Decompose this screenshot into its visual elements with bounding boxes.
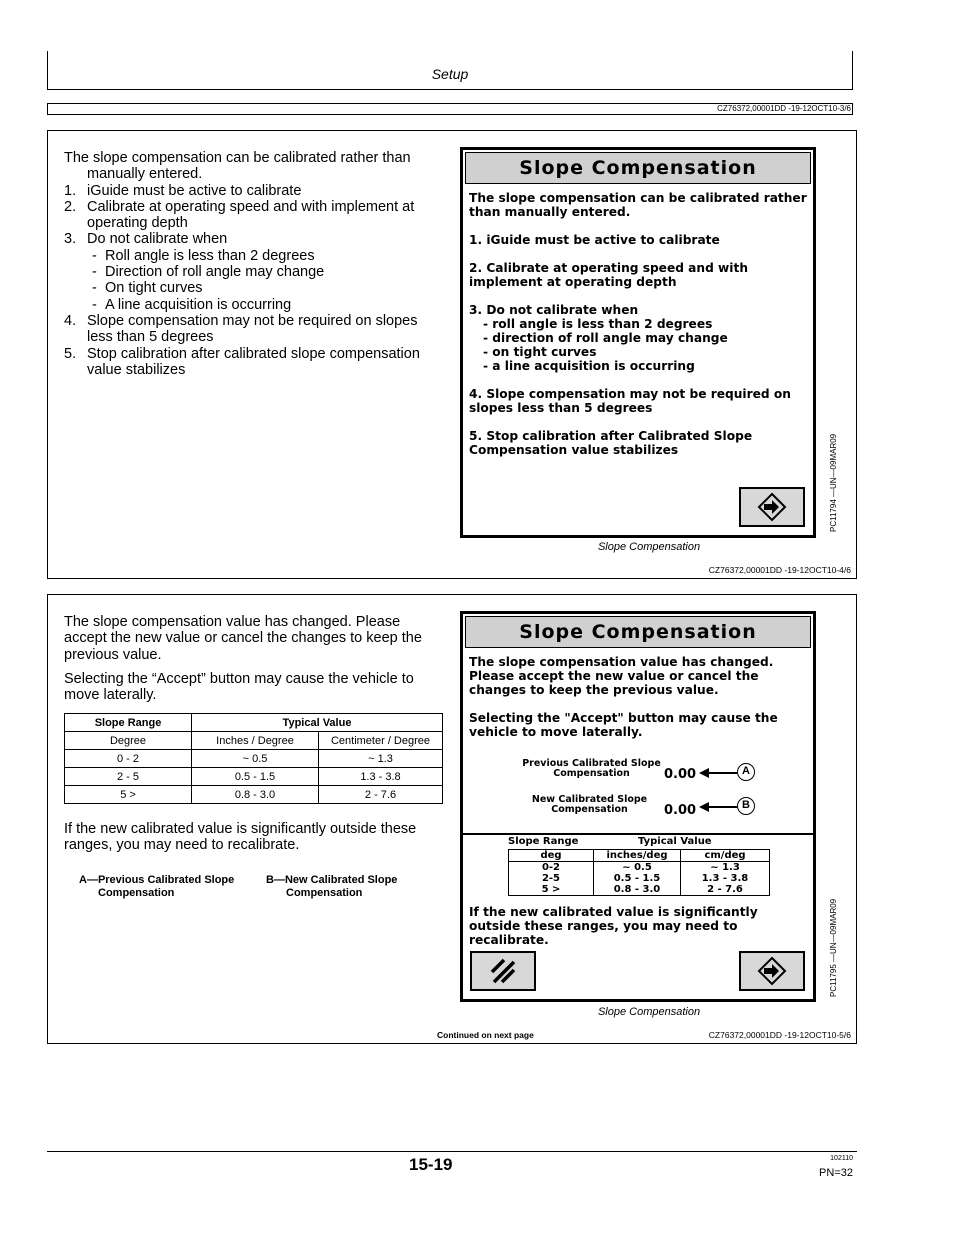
section2-text	[64, 614, 439, 711]
substeps-list	[87, 248, 436, 313]
substep-item: - Roll angle is less than 2 degrees	[92, 247, 315, 264]
table-row: Slope Range Typical Value	[65, 714, 443, 732]
ref-1: CZ76372,00001DD -19-12OCT10-4/6	[708, 565, 851, 575]
screen-text: The slope compensation value has changed. Please accept the new value or cancel the changes to keep the previous value. Selecting the "Accept" button may cause the vehicle to move laterally.	[469, 655, 778, 739]
footer-rule	[47, 1151, 857, 1152]
callout-arrow-icon	[699, 801, 737, 813]
section2-p2: Selecting the “Accept” button may cause the vehicle to move laterally.	[64, 670, 414, 704]
table-row: 0-2 ~ 0.5 ~ 1.3	[509, 862, 770, 874]
continued-note: Continued on next page	[437, 1030, 534, 1040]
table-row: 5 > 0.8 - 3.0 2 - 7.6	[509, 884, 770, 896]
screen-text: The slope compensation can be calibrated rather than manually entered. 1. iGuide must be active to calibrate 2. Calibrate at operating speed and with implement at operating depth 3. Do not calibrate when - roll angle is less than 2 degrees - direction of roll angle may change - on tight curves - a line acquisition is occurring 4. Slope compensation may not be required on slopes less than 5 degrees 5. Stop calibration after Calibrated Slope Compensation value stabilizes	[469, 191, 807, 457]
new-value-label: New Calibrated Slope Compensation	[531, 794, 648, 815]
screen-title: Slope Compensation	[465, 616, 811, 648]
table-row: Degree Inches / Degree Centimeter / Degree	[65, 732, 443, 750]
caption-1: Slope Compensation	[597, 541, 701, 553]
screen-recalibrate-text: If the new calibrated value is significantly outside these ranges, you may need to recalibrate.	[469, 905, 758, 947]
screen-slope-compensation-accept	[460, 611, 816, 1002]
section1-intro: The slope compensation can be calibrated rather than manually entered.	[64, 150, 411, 183]
callout-arrow-icon	[699, 767, 737, 779]
legend-a: A—Previous Calibrated Slope Compensation	[79, 874, 235, 899]
screen-cancel-button[interactable]	[470, 951, 536, 991]
steps-list	[64, 183, 436, 379]
section2-p1: The slope compensation value has changed. Please accept the new value or cancel the changes to keep the previous value.	[64, 614, 422, 663]
substep-item: - A line acquisition is occurring	[92, 296, 292, 313]
screen-next-button[interactable]	[739, 487, 805, 527]
step-item: 1. iGuide must be active to calibrate	[64, 182, 302, 199]
slope-range-table	[64, 713, 443, 804]
step-item: 4. Slope compensation may not be required on slopes less than 5 degrees	[64, 312, 418, 346]
screen-slope-compensation-info	[460, 147, 816, 538]
screen-tbl-head-typical: Typical Value	[638, 836, 712, 847]
previous-value: 0.00	[664, 767, 697, 782]
legend-b: B—New Calibrated Slope Compensation	[266, 874, 398, 899]
arrow-right-icon	[757, 492, 787, 522]
previous-value-label: Previous Calibrated Slope Compensation	[522, 758, 661, 779]
step-item: 5. Stop calibration after calibrated slope compensation value stabilizes	[64, 345, 420, 378]
table-row: 2 - 5 0.5 - 1.5 1.3 - 3.8	[65, 768, 443, 786]
step-item: 3. Do not calibrate when - Roll angle is less than 2 degrees - Direction of roll angle may change - On tight curves - A line acquisition is occurring	[64, 231, 436, 312]
substep-item: - On tight curves	[92, 280, 203, 297]
footer-pn: PN=32	[819, 1167, 853, 1179]
caption-2: Slope Compensation	[597, 1006, 701, 1018]
new-value: 0.00	[664, 803, 697, 818]
screen-title: Slope Compensation	[465, 152, 811, 184]
screen-tbl-head-range: Slope Range	[508, 836, 579, 847]
ref-top: CZ76372,00001DD -19-12OCT10-3/6	[717, 104, 851, 113]
screen-next-button[interactable]	[739, 951, 805, 991]
table-row: 2-5 0.5 - 1.5 1.3 - 3.8	[509, 873, 770, 884]
section1-text	[64, 150, 436, 378]
screen-slope-table	[508, 849, 770, 896]
header-title: Setup	[431, 66, 469, 82]
arrow-right-icon	[757, 956, 787, 986]
screen-divider	[463, 833, 813, 835]
cancel-slash-icon	[488, 956, 518, 986]
table-row: 5 > 0.8 - 3.0 2 - 7.6	[65, 786, 443, 804]
table-row: deg inches/deg cm/deg	[509, 850, 770, 862]
ref-2: CZ76372,00001DD -19-12OCT10-5/6	[708, 1030, 851, 1040]
callout-a: A	[737, 763, 755, 781]
image-id-2: PC11795 —UN—09MAR09	[829, 898, 838, 997]
callout-b: B	[737, 797, 755, 815]
page-number: 15-19	[409, 1155, 453, 1174]
section2-p3: If the new calibrated value is significantly outside these ranges, you may need to recalibrate.	[64, 821, 417, 854]
table-row: 0 - 2 ~ 0.5 ~ 1.3	[65, 750, 443, 768]
substep-item: - Direction of roll angle may change	[92, 264, 325, 281]
footer-date-code: 102110	[830, 1155, 853, 1162]
step-item: 2. Calibrate at operating speed and with implement at operating depth	[64, 198, 415, 232]
image-id-1: PC11794 —UN—09MAR09	[829, 433, 838, 532]
